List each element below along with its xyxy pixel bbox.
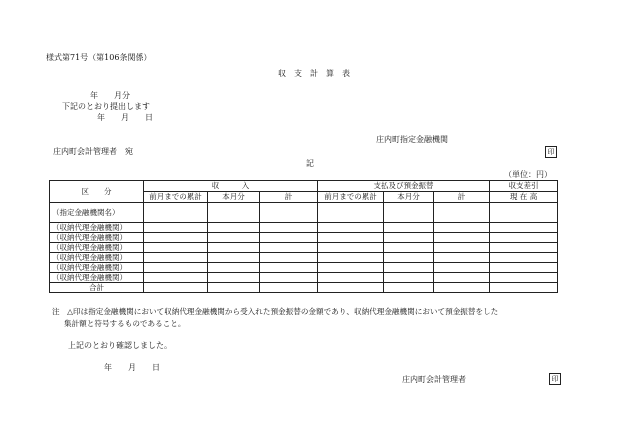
table-row	[50, 233, 558, 243]
table-row	[50, 263, 558, 273]
sender-seal: 印	[545, 146, 557, 158]
confirmer-name: 庄内町会計管理者	[402, 375, 466, 384]
row-label-agent: （収納代理金融機関）	[50, 243, 144, 253]
table-row-total	[50, 283, 558, 293]
balance-table	[49, 180, 558, 293]
header-income: 収 入	[144, 181, 318, 192]
ki-label: 記	[306, 159, 314, 168]
header-payment: 支払及び預金振替	[318, 181, 490, 192]
subheader-income-month: 本月分	[208, 192, 260, 203]
subheader-payment-total: 計	[434, 192, 490, 203]
submit-text: 下記のとおり提出します	[62, 102, 150, 111]
subheader-payment-prev: 前月までの累計	[318, 192, 384, 203]
confirm-text: 上記のとおり確認しました。	[68, 341, 172, 350]
confirm-date: 年 月 日	[104, 363, 160, 372]
table-row	[50, 243, 558, 253]
confirmer-seal: 印	[549, 373, 561, 385]
row-label-agent: （収納代理金融機関）	[50, 233, 144, 243]
note-line-1: 注 △印は指定金融機関において収納代理金融機関から受入れた預金振替の金額であり、収納代理金融機関において預金振替をした	[52, 307, 499, 316]
row-label-agent: （収納代理金融機関）	[50, 263, 144, 273]
row-label-agent: （収納代理金融機関）	[50, 273, 144, 283]
row-label-total: 合計	[50, 283, 144, 293]
row-label-agent: （収納代理金融機関）	[50, 223, 144, 233]
submit-date: 年 月 日	[97, 113, 153, 122]
subheader-income-total: 計	[260, 192, 318, 203]
note-line-2: 集計額と符号するものであること。	[64, 319, 186, 328]
table-row	[50, 203, 558, 223]
header-kubun: 区 分	[50, 181, 144, 203]
unit-label: （単位：円）	[504, 170, 552, 179]
table-row	[50, 253, 558, 263]
recipient: 庄内町会計管理者 宛	[53, 147, 133, 156]
subheader-income-prev: 前月までの累計	[144, 192, 208, 203]
form-number: 様式第71号（第106条関係）	[46, 53, 152, 62]
row-label-designated: （指定金融機関名）	[50, 203, 144, 223]
page-title: 収 支 計 算 表	[278, 69, 350, 78]
header-balance-2: 現 在 高	[490, 192, 558, 203]
header-balance-1: 収支差引	[490, 181, 558, 192]
period: 年 月分	[90, 91, 130, 100]
table-row	[50, 273, 558, 283]
subheader-payment-month: 本月分	[384, 192, 434, 203]
table-row	[50, 223, 558, 233]
row-label-agent: （収納代理金融機関）	[50, 253, 144, 263]
sender-name: 庄内町指定金融機関	[376, 135, 448, 144]
